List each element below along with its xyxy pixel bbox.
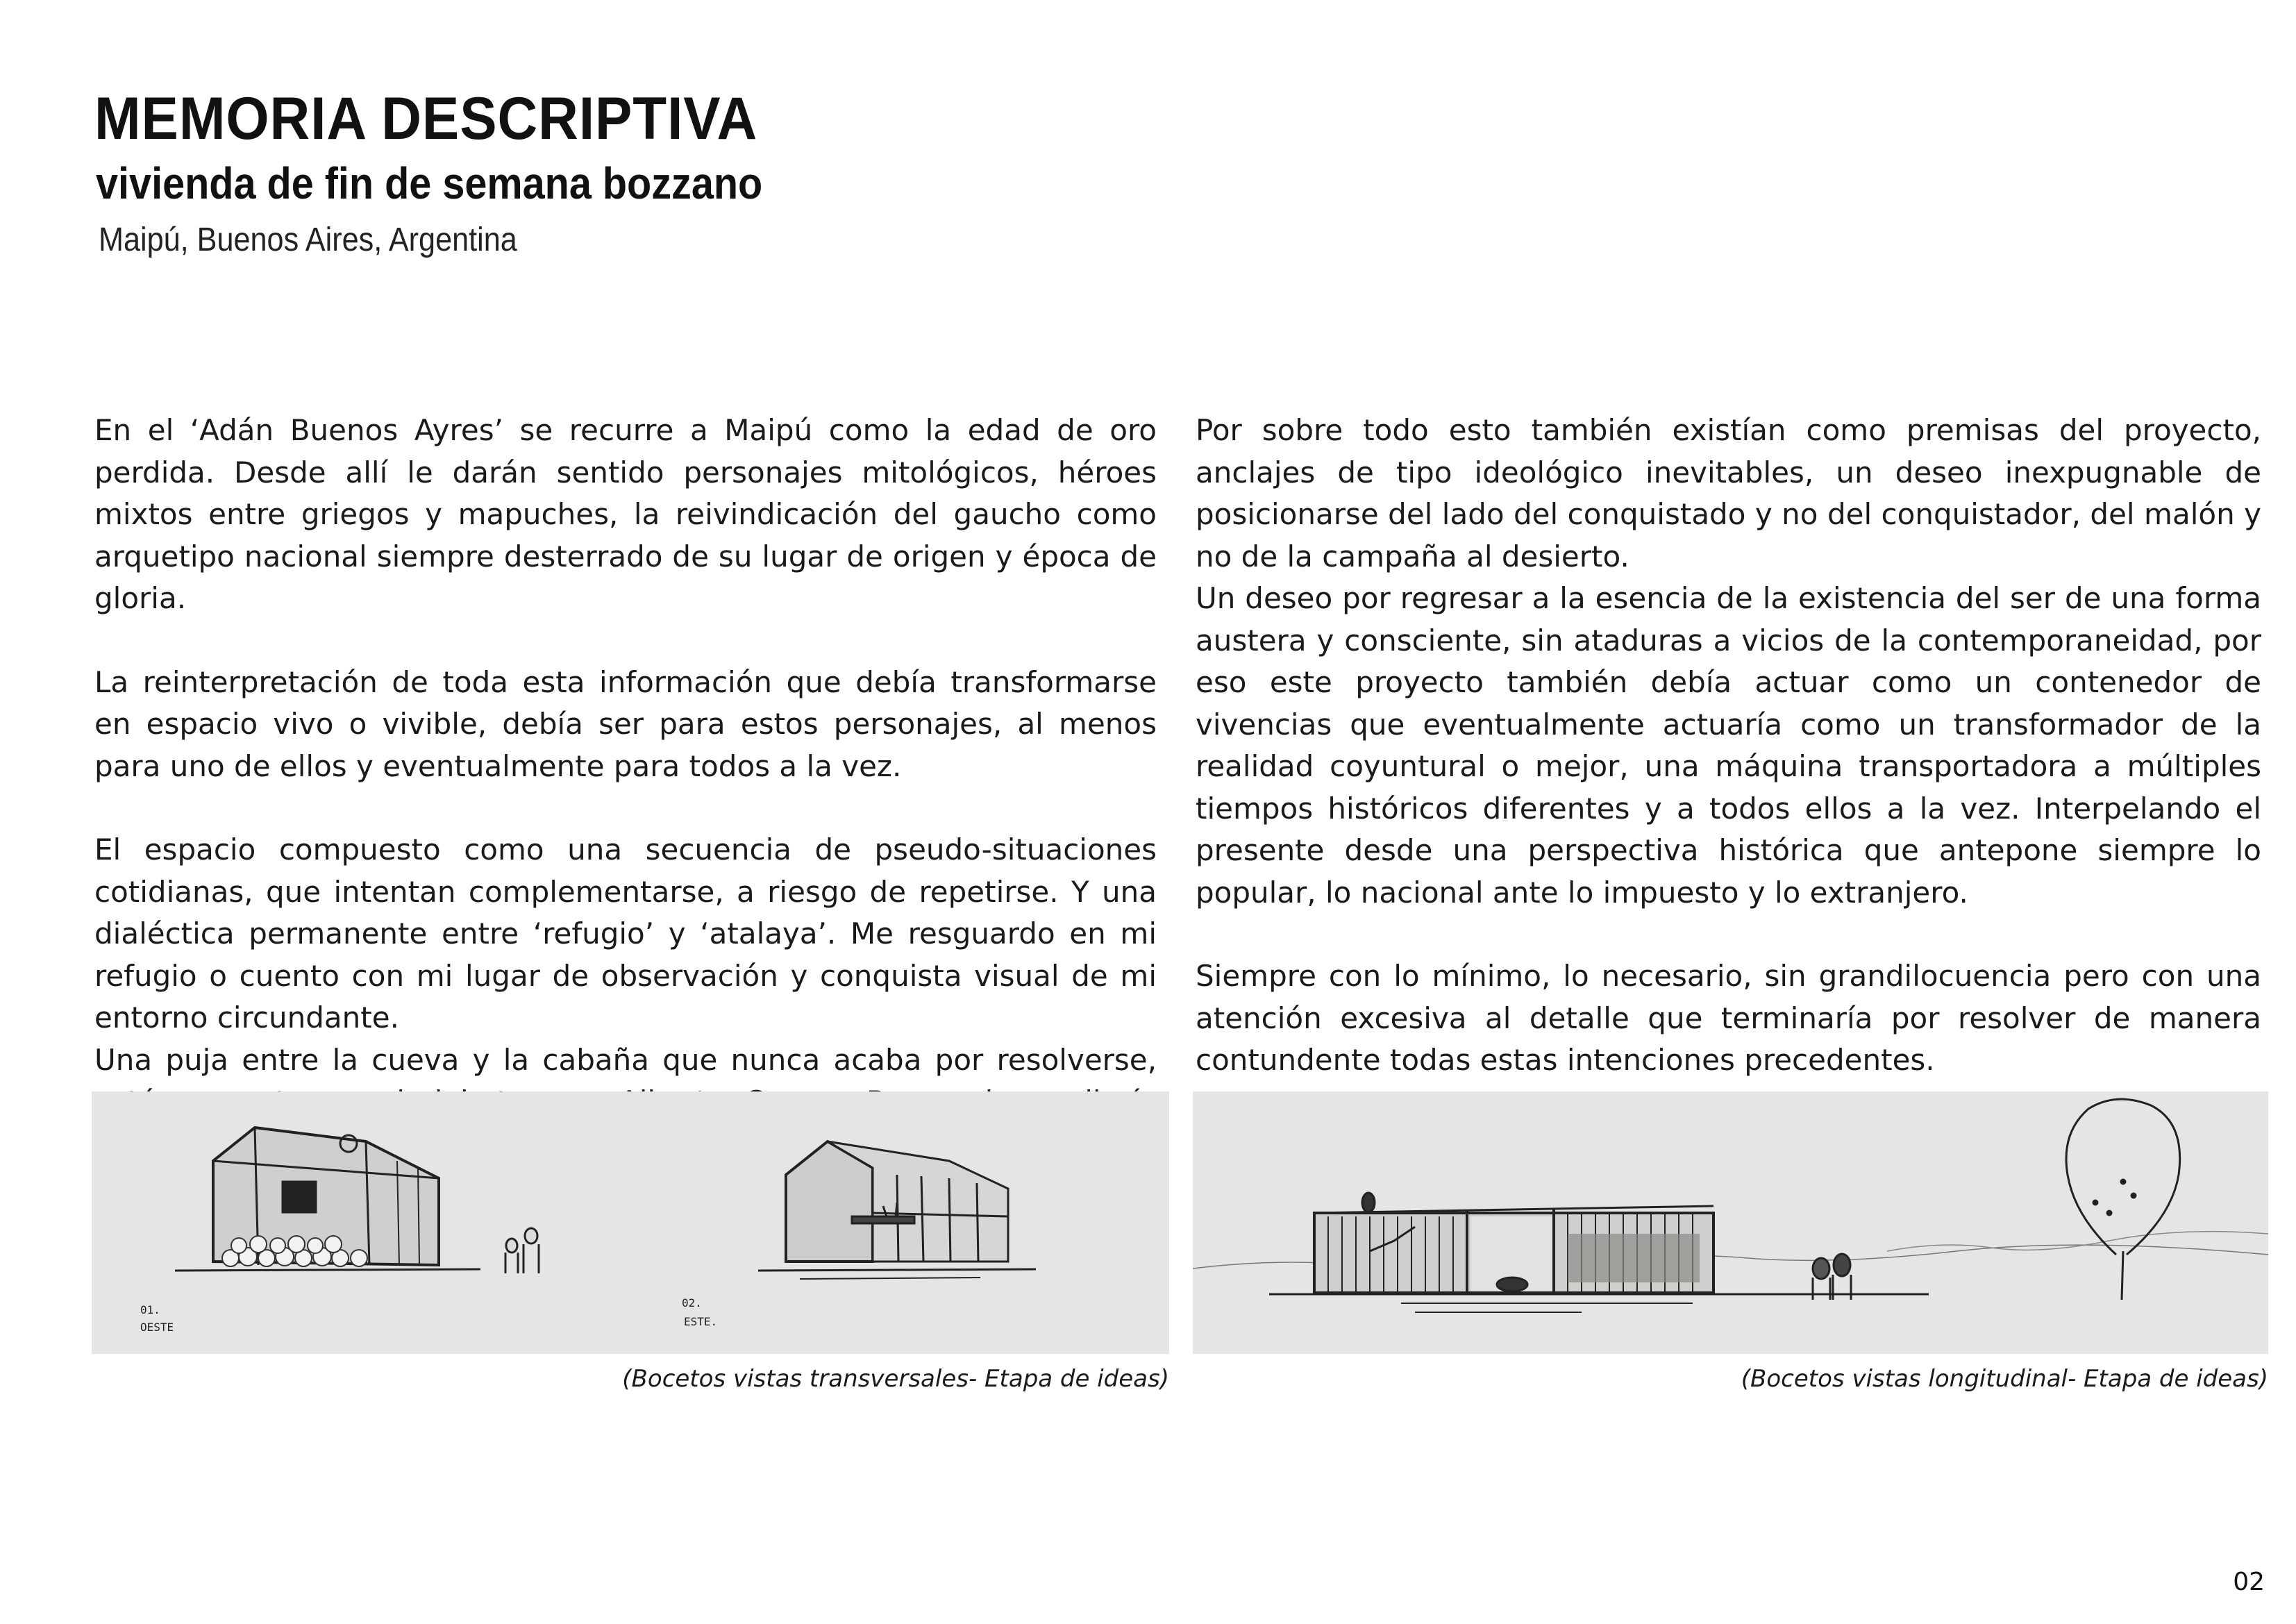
project-subtitle: vivienda de fin de semana bozzano xyxy=(96,158,763,208)
paragraph: Un deseo por regresar a la esencia de la existencia del ser de una forma austera y consciente, sin ataduras a vicios de la contemporaneidad, por eso este proyecto también debía actuar como un contenedor de vivencias que eventualmente actuaría como un transformador de la realidad coyuntural o mejor, una máquina transportadora a múltiples tiempos históricos diferentes y a todos ellos a la vez. Interpelando el presente desde una perspectiva histórica que antepone siempre lo popular, lo nacional ante lo impuesto y lo extranjero. xyxy=(1196,581,2261,910)
right-text-column xyxy=(1196,410,2261,1082)
figure-caption: (Bocetos vistas longitudinal- Etapa de ideas) xyxy=(1741,1365,2268,1393)
paragraph: Siempre con lo mínimo, lo necesario, sin grandilocuencia pero con una atención excesiva al detalle que terminaría por resolver de manera contundente todas estas intenciones precedentes. xyxy=(1196,959,2261,1077)
paragraph: El espacio compuesto como una secuencia de pseudo-situaciones cotidianas, que intentan complementarse, a riesgo de repetirse. Y una dialéctica permanente entre ‘refugio’ y ‘atalaya’. Me resguardo en mi refugio o cuento con mi lugar de observación y conquista visual de mi entorno circundante. xyxy=(94,832,1157,1035)
project-location: Maipú, Buenos Aires, Argentina xyxy=(99,221,517,258)
figure-caption: (Bocetos vistas transversales- Etapa de ideas) xyxy=(622,1365,1169,1393)
paragraph: En el ‘Adán Buenos Ayres’ se recurre a Maipú como la edad de oro perdida. Desde allí le darán sentido personajes mitológicos, héroes mixtos entre griegos y mapuches, la reivindicación del gaucho como arquetipo nacional siempre desterrado de su lugar de origen y época de gloria. xyxy=(94,413,1157,615)
sketch-drawing xyxy=(1193,1091,2268,1354)
page-title: MEMORIA DESCRIPTIVA xyxy=(94,85,758,152)
view-label-number: 02. xyxy=(682,1296,702,1309)
left-text-column xyxy=(94,410,1157,1207)
view-label-text: OESTE xyxy=(140,1321,174,1334)
view-label-text: ESTE. xyxy=(684,1315,718,1328)
paragraph: Por sobre todo esto también existían como premisas del proyecto, anclajes de tipo ideológico inevitables, un deseo inexpugnable de posicionarse del lado del conquistado y no del conquistador, del malón y no de la campaña al desierto. xyxy=(1196,413,2261,574)
page-number: 02 xyxy=(2233,1568,2265,1596)
sketch-drawing xyxy=(92,1091,1169,1354)
paragraph: Una puja entre la cueva y la cabaña que nunca acaba por resolverse, xyxy=(94,1042,1157,1077)
paragraph: La reinterpretación de toda esta información que debía transformarse en espacio vivo o vivible, debía ser para estos personajes, al menos para uno de ellos y eventualmente para todos a la vez. xyxy=(94,664,1157,783)
view-label-number: 01. xyxy=(140,1303,160,1316)
sketch-longitudinal-view xyxy=(1193,1091,2268,1354)
sketch-transversal-views xyxy=(92,1091,1169,1354)
